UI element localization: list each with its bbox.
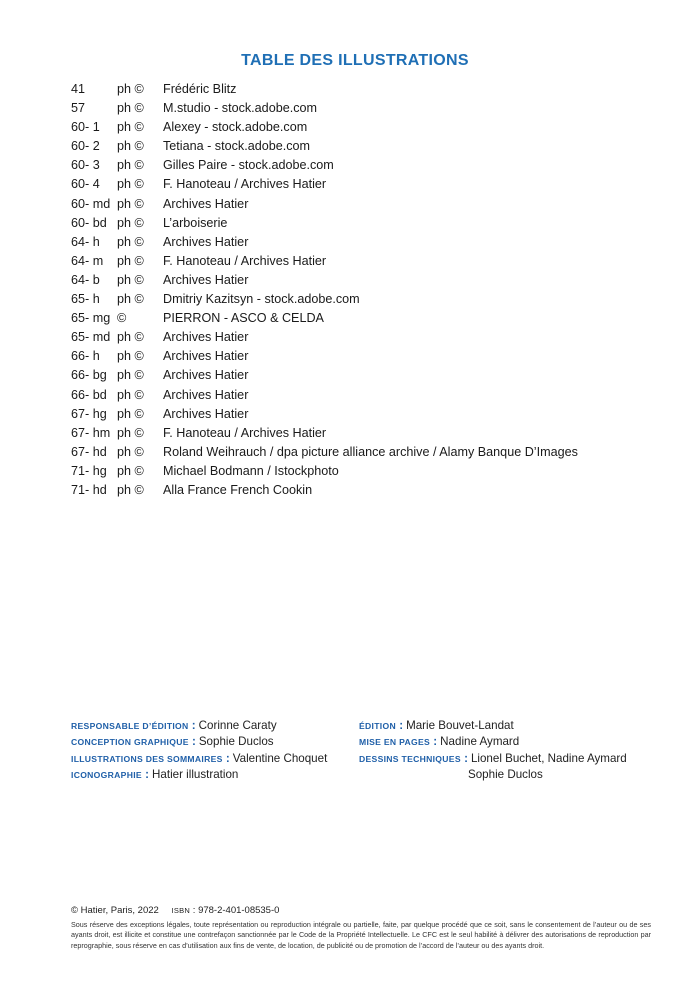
credit-source: Archives Hatier xyxy=(163,368,249,383)
credit-ref: 66- bg xyxy=(71,368,107,383)
credit-source: Dmitriy Kazitsyn - stock.adobe.com xyxy=(163,292,360,307)
staff-right-column xyxy=(359,718,679,783)
isbn-value: : 978-2-401-08535-0 xyxy=(192,905,280,916)
credit-source: L’arboiserie xyxy=(163,215,228,230)
credit-source: Archives Hatier xyxy=(163,330,249,345)
credit-row xyxy=(71,214,671,233)
credit-source: Archives Hatier xyxy=(163,406,249,421)
credit-row xyxy=(71,386,671,405)
credit-ref: 64- m xyxy=(71,253,104,268)
credit-source: Alexey - stock.adobe.com xyxy=(163,120,308,135)
credit-type: ph © xyxy=(117,158,144,173)
credit-ref: 65- h xyxy=(71,292,100,307)
staff-colon: : xyxy=(460,751,468,765)
credit-source: Michael Bodmann / Istockphoto xyxy=(163,463,339,478)
staff-name: Corinne Caraty xyxy=(198,719,277,732)
credit-ref: 60- md xyxy=(71,196,111,211)
staff-extra-name: Sophie Duclos xyxy=(468,767,543,781)
credit-type: ph © xyxy=(117,292,144,307)
credit-ref: 65- md xyxy=(71,330,111,345)
credit-row xyxy=(71,156,671,175)
staff-role: CONCEPTION GRAPHIQUE xyxy=(71,737,189,748)
credit-ref: 71- hd xyxy=(71,482,107,497)
staff-role: ÉDITION xyxy=(359,721,396,731)
credit-source: Roland Weihrauch / dpa picture alliance archive / Alamy Banque D’Images xyxy=(163,444,578,459)
credit-type: ph © xyxy=(117,425,144,440)
legal-notice: Sous réserve des exceptions légales, toute représentation ou reproduction intégrale ou partielle, faite, par quelque procédé que ce soit, sans le consentement de l’auteur ou de ses ayants droit, est illicite et constitue une contrefaçon sanctionnée par le Code de la Propriété Intellectuelle. Le CFC est le seul habilité à délivrer des autorisations de reproduction par reprographie, sous réserve en cas d’utilisation aux fins de vente, de location, de publicité ou de promotion de l’accord de l’auteur ou des ayants droit. xyxy=(71,920,651,950)
credit-type: © xyxy=(117,311,127,326)
staff-role: ICONOGRAPHIE xyxy=(71,769,142,780)
credit-row xyxy=(71,80,671,99)
credit-row xyxy=(71,405,671,424)
staff-colon: : xyxy=(395,719,404,732)
credit-type: ph © xyxy=(117,82,144,96)
credit-ref: 64- h xyxy=(71,234,100,249)
credit-type: ph © xyxy=(117,196,144,211)
credit-type: ph © xyxy=(117,406,144,421)
credit-ref: 60- 1 xyxy=(71,120,100,135)
staff-name: Valentine Choquet xyxy=(232,751,328,765)
credit-row xyxy=(71,137,671,156)
credit-source: M.studio - stock.adobe.com xyxy=(163,101,317,116)
credit-row xyxy=(71,118,671,137)
credit-row xyxy=(71,195,671,214)
isbn-label: ISBN xyxy=(171,906,191,915)
copyright-line xyxy=(71,905,651,916)
staff-role: DESSINS TECHNIQUES xyxy=(359,753,461,764)
credit-row xyxy=(71,443,671,462)
credit-type: ph © xyxy=(117,330,144,345)
credit-source: Archives Hatier xyxy=(163,387,249,402)
credit-ref: 41 xyxy=(71,82,86,96)
credit-ref: 60- bd xyxy=(71,215,107,230)
credit-row xyxy=(71,309,671,328)
credit-row xyxy=(71,175,671,194)
credit-type: ph © xyxy=(117,387,144,402)
credit-source: Frédéric Blitz xyxy=(163,82,237,96)
staff-left-column xyxy=(71,718,356,783)
staff-name: Nadine Aymard xyxy=(440,735,520,749)
credits-list xyxy=(71,80,671,500)
credit-source: Gilles Paire - stock.adobe.com xyxy=(163,158,334,173)
credit-row xyxy=(71,462,671,481)
staff-name: Hatier illustration xyxy=(152,767,239,781)
credit-type: ph © xyxy=(117,101,144,116)
staff-row xyxy=(359,751,679,767)
credit-row xyxy=(71,481,671,500)
staff-colon: : xyxy=(222,751,230,765)
credit-type: ph © xyxy=(117,253,144,268)
credit-type: ph © xyxy=(117,463,144,478)
credit-row xyxy=(71,271,671,290)
staff-name: Sophie Duclos xyxy=(198,735,274,749)
staff-colon: : xyxy=(430,735,438,749)
credit-ref: 60- 4 xyxy=(71,177,100,192)
credit-ref: 67- hd xyxy=(71,444,107,459)
credit-row xyxy=(71,233,671,252)
credit-row xyxy=(71,347,671,366)
credit-type: ph © xyxy=(117,482,144,497)
credit-type: ph © xyxy=(117,368,144,383)
credit-type: ph © xyxy=(117,120,144,135)
credit-ref: 65- mg xyxy=(71,311,111,326)
credit-ref: 64- b xyxy=(71,272,100,287)
credit-ref: 60- 2 xyxy=(71,139,100,154)
credit-type: ph © xyxy=(117,139,144,154)
credit-ref: 57 xyxy=(71,101,86,116)
credit-row xyxy=(71,252,671,271)
credit-row xyxy=(71,366,671,385)
credit-row xyxy=(71,424,671,443)
credit-source: Archives Hatier xyxy=(163,196,249,211)
staff-colon: : xyxy=(141,767,150,781)
credit-row xyxy=(71,328,671,347)
staff-row xyxy=(71,718,356,734)
credit-ref: 66- bd xyxy=(71,387,107,402)
credit-row xyxy=(71,290,671,309)
credit-type: ph © xyxy=(117,349,144,364)
page-title: TABLE DES ILLUSTRATIONS xyxy=(241,52,469,69)
staff-name: Marie Bouvet-Landat xyxy=(406,719,514,732)
credit-source: Archives Hatier xyxy=(163,234,249,249)
staff-row xyxy=(71,767,356,783)
staff-colon: : xyxy=(188,719,196,732)
credit-ref: 71- hg xyxy=(71,463,107,478)
staff-role: RESPONSABLE D’ÉDITION xyxy=(71,721,189,731)
credit-ref: 66- h xyxy=(71,349,100,364)
credit-ref: 67- hm xyxy=(71,425,111,440)
credit-source: F. Hanoteau / Archives Hatier xyxy=(163,177,327,192)
copyright: © Hatier, Paris, 2022 xyxy=(71,905,159,916)
credit-source: Alla France French Cookin xyxy=(163,482,313,497)
credit-ref: 60- 3 xyxy=(71,158,100,173)
credit-row xyxy=(71,99,671,118)
staff-row xyxy=(71,751,356,767)
credit-type: ph © xyxy=(117,444,144,459)
credit-source: F. Hanoteau / Archives Hatier xyxy=(163,425,327,440)
credit-type: ph © xyxy=(117,215,144,230)
credit-source: F. Hanoteau / Archives Hatier xyxy=(163,253,327,268)
credit-source: Archives Hatier xyxy=(163,272,249,287)
staff-colon: : xyxy=(188,735,196,749)
credit-type: ph © xyxy=(117,177,144,192)
footer xyxy=(71,905,651,951)
staff-name: Lionel Buchet, Nadine Aymard xyxy=(470,751,627,765)
staff-role: ILLUSTRATIONS DES SOMMAIRES xyxy=(71,753,223,764)
staff-row xyxy=(359,718,679,734)
staff-role: MISE EN PAGES xyxy=(359,737,431,748)
credit-source: Archives Hatier xyxy=(163,349,249,364)
credit-type: ph © xyxy=(117,234,144,249)
credit-ref: 67- hg xyxy=(71,406,107,421)
credit-source: PIERRON - ASCO & CELDA xyxy=(163,311,324,326)
credit-source: Tetiana - stock.adobe.com xyxy=(163,139,311,154)
staff-row xyxy=(71,734,356,750)
staff-row xyxy=(359,734,679,750)
credit-type: ph © xyxy=(117,272,144,287)
